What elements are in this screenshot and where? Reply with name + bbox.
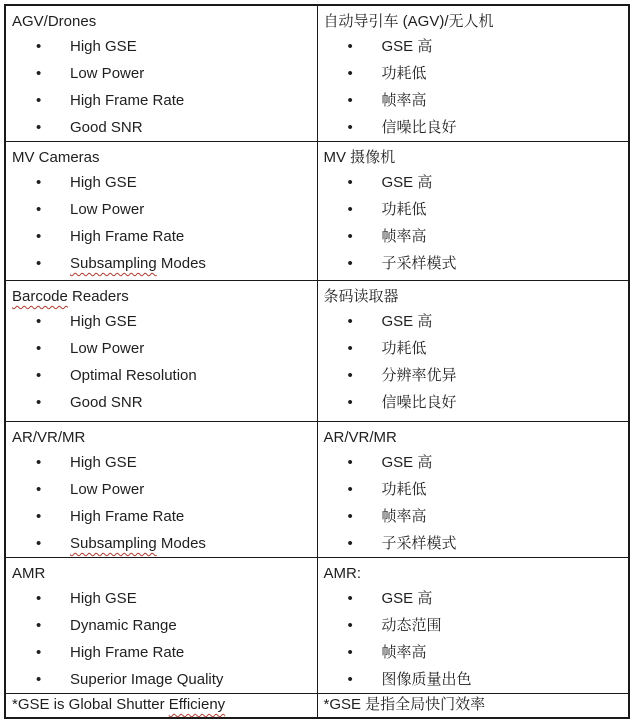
section-header <box>12 563 311 584</box>
list-item <box>12 87 311 114</box>
bullet-icon: • <box>347 481 353 498</box>
section-header <box>324 563 623 584</box>
item-text: High GSE <box>70 590 137 607</box>
section-header <box>12 427 311 448</box>
item-text: GSE 高 <box>381 454 433 471</box>
item-text: High Frame Rate <box>70 644 185 661</box>
bullet-list <box>324 33 623 141</box>
item-text: High GSE <box>70 454 137 471</box>
bullet-icon: • <box>36 92 42 109</box>
list-item <box>324 87 623 114</box>
header-text: AMR <box>12 565 46 582</box>
item-text: Good SNR <box>70 394 143 411</box>
section-header <box>12 286 311 307</box>
list-item <box>324 585 623 612</box>
item-text: Modes <box>156 255 206 272</box>
header-text: AMR: <box>323 565 361 582</box>
table-cell-en[interactable] <box>5 142 317 281</box>
table-body <box>5 5 629 694</box>
list-item <box>324 362 623 389</box>
section-header <box>12 11 311 32</box>
table-cell-en[interactable] <box>5 5 317 142</box>
bullet-icon: • <box>347 617 353 634</box>
item-text: High Frame Rate <box>70 228 185 245</box>
item-text: 功耗低 <box>381 481 427 498</box>
list-item <box>12 169 311 196</box>
bullet-list <box>324 169 623 277</box>
list-item <box>12 335 311 362</box>
comparison-table <box>4 4 630 719</box>
item-text: GSE 高 <box>381 38 433 55</box>
footnote-cell-en[interactable] <box>5 694 317 718</box>
item-text: 信噪比良好 <box>381 394 457 411</box>
bullet-icon: • <box>36 454 42 471</box>
item-text: GSE 高 <box>381 174 433 191</box>
bullet-icon: • <box>347 340 353 357</box>
list-item <box>12 308 311 335</box>
bullet-icon: • <box>347 590 353 607</box>
table-row <box>5 422 629 558</box>
item-text: Low Power <box>70 340 145 357</box>
bullet-icon: • <box>347 255 353 272</box>
bullet-list <box>324 585 623 693</box>
list-item <box>324 169 623 196</box>
bullet-icon: • <box>347 367 353 384</box>
item-text: Low Power <box>70 481 145 498</box>
item-text: Optimal Resolution <box>70 367 197 384</box>
list-item <box>12 33 311 60</box>
list-item <box>12 223 311 250</box>
table-cell-en[interactable] <box>5 281 317 422</box>
header-text: 条码读取器 <box>323 288 399 305</box>
table-cell-zh[interactable] <box>317 558 629 694</box>
list-item <box>324 389 623 416</box>
bullet-icon: • <box>36 508 42 525</box>
list-item <box>324 33 623 60</box>
bullet-icon: • <box>36 255 42 272</box>
bullet-icon: • <box>36 340 42 357</box>
bullet-icon: • <box>347 228 353 245</box>
bullet-icon: • <box>347 671 353 688</box>
item-text: High Frame Rate <box>70 508 185 525</box>
bullet-icon: • <box>347 644 353 661</box>
bullet-list <box>12 33 311 141</box>
list-item <box>12 114 311 141</box>
bullet-icon: • <box>347 38 353 55</box>
section-header <box>12 147 311 168</box>
bullet-list <box>12 585 311 693</box>
list-item <box>12 196 311 223</box>
bullet-icon: • <box>36 394 42 411</box>
bullet-list <box>12 449 311 557</box>
header-text: 自动导引车 (AGV)/无人机 <box>323 13 494 30</box>
item-text: 图像质量出色 <box>381 671 472 688</box>
list-item <box>324 476 623 503</box>
header-text: Readers <box>67 288 129 305</box>
bullet-icon: • <box>347 394 353 411</box>
bullet-icon: • <box>36 367 42 384</box>
footnote-row <box>5 694 629 718</box>
bullet-icon: • <box>347 201 353 218</box>
table-cell-zh[interactable] <box>317 142 629 281</box>
item-text: Good SNR <box>70 119 143 136</box>
item-text: High GSE <box>70 313 137 330</box>
table-cell-zh[interactable] <box>317 5 629 142</box>
list-item <box>12 60 311 87</box>
bullet-icon: • <box>36 65 42 82</box>
item-text: Low Power <box>70 201 145 218</box>
bullet-icon: • <box>347 535 353 552</box>
bullet-icon: • <box>36 228 42 245</box>
list-item <box>324 335 623 362</box>
item-text: 功耗低 <box>381 201 427 218</box>
bullet-icon: • <box>36 38 42 55</box>
table-cell-zh[interactable] <box>317 422 629 558</box>
bullet-icon: • <box>347 508 353 525</box>
table-cell-en[interactable] <box>5 558 317 694</box>
item-text: 功耗低 <box>381 65 427 82</box>
table-cell-zh[interactable] <box>317 281 629 422</box>
footnote-text: *GSE 是指全局快门效率 <box>323 696 486 713</box>
header-text: AR/VR/MR <box>12 429 86 446</box>
footnote-cell-zh[interactable] <box>317 694 629 718</box>
section-header <box>324 147 623 168</box>
misspelled-word: Barcode <box>12 288 68 305</box>
item-text: 帧率高 <box>381 92 427 109</box>
list-item <box>324 308 623 335</box>
item-text: Low Power <box>70 65 145 82</box>
table-row <box>5 558 629 694</box>
misspelled-word: Subsampling <box>70 255 157 272</box>
item-text: 帧率高 <box>381 644 427 661</box>
header-text: AGV/Drones <box>12 13 97 30</box>
item-text: GSE 高 <box>381 590 433 607</box>
list-item <box>324 639 623 666</box>
bullet-icon: • <box>36 481 42 498</box>
list-item <box>12 362 311 389</box>
item-text: 动态范围 <box>381 617 442 634</box>
list-item <box>324 666 623 693</box>
bullet-icon: • <box>36 535 42 552</box>
bullet-icon: • <box>36 313 42 330</box>
bullet-list <box>12 169 311 277</box>
item-text: GSE 高 <box>381 313 433 330</box>
misspelled-word: Subsampling <box>70 535 157 552</box>
list-item <box>12 476 311 503</box>
bullet-icon: • <box>347 65 353 82</box>
item-text: 功耗低 <box>381 340 427 357</box>
list-item <box>324 530 623 557</box>
item-text: 子采样模式 <box>381 255 457 272</box>
header-text: MV 摄像机 <box>323 149 396 166</box>
section-header <box>324 286 623 307</box>
list-item <box>12 612 311 639</box>
item-text: Modes <box>156 535 206 552</box>
item-text: High GSE <box>70 174 137 191</box>
bullet-list <box>324 308 623 416</box>
bullet-list <box>12 308 311 416</box>
bullet-icon: • <box>36 174 42 191</box>
item-text: 子采样模式 <box>381 535 457 552</box>
item-text: Dynamic Range <box>70 617 177 634</box>
header-text: AR/VR/MR <box>323 429 397 446</box>
list-item <box>12 666 311 693</box>
bullet-icon: • <box>347 119 353 136</box>
header-text: MV Cameras <box>12 149 100 166</box>
list-item <box>12 250 311 277</box>
bullet-icon: • <box>36 201 42 218</box>
list-item <box>324 223 623 250</box>
list-item <box>324 449 623 476</box>
item-text: High GSE <box>70 38 137 55</box>
list-item <box>12 389 311 416</box>
item-text: 帧率高 <box>381 228 427 245</box>
item-text: 帧率高 <box>381 508 427 525</box>
list-item <box>12 639 311 666</box>
table-row <box>5 281 629 422</box>
bullet-icon: • <box>36 119 42 136</box>
list-item <box>12 503 311 530</box>
item-text: High Frame Rate <box>70 92 185 109</box>
list-item <box>324 503 623 530</box>
bullet-icon: • <box>36 644 42 661</box>
list-item <box>324 196 623 223</box>
section-header <box>324 427 623 448</box>
list-item <box>324 250 623 277</box>
bullet-icon: • <box>36 671 42 688</box>
list-item <box>324 60 623 87</box>
bullet-icon: • <box>347 92 353 109</box>
item-text: 信噪比良好 <box>381 119 457 136</box>
bullet-list <box>324 449 623 557</box>
table-cell-en[interactable] <box>5 422 317 558</box>
footnote-text: *GSE is Global Shutter <box>12 696 169 713</box>
item-text: Superior Image Quality <box>70 671 224 688</box>
misspelled-word: Efficieny <box>168 696 226 713</box>
table-row <box>5 142 629 281</box>
list-item <box>12 449 311 476</box>
bullet-icon: • <box>347 313 353 330</box>
bullet-icon: • <box>36 590 42 607</box>
bullet-icon: • <box>347 174 353 191</box>
bullet-icon: • <box>36 617 42 634</box>
list-item <box>324 612 623 639</box>
list-item <box>12 585 311 612</box>
list-item <box>324 114 623 141</box>
item-text: 分辨率优异 <box>381 367 457 384</box>
section-header <box>324 11 623 32</box>
table-footer <box>5 694 629 718</box>
bullet-icon: • <box>347 454 353 471</box>
table-row <box>5 5 629 142</box>
list-item <box>12 530 311 557</box>
